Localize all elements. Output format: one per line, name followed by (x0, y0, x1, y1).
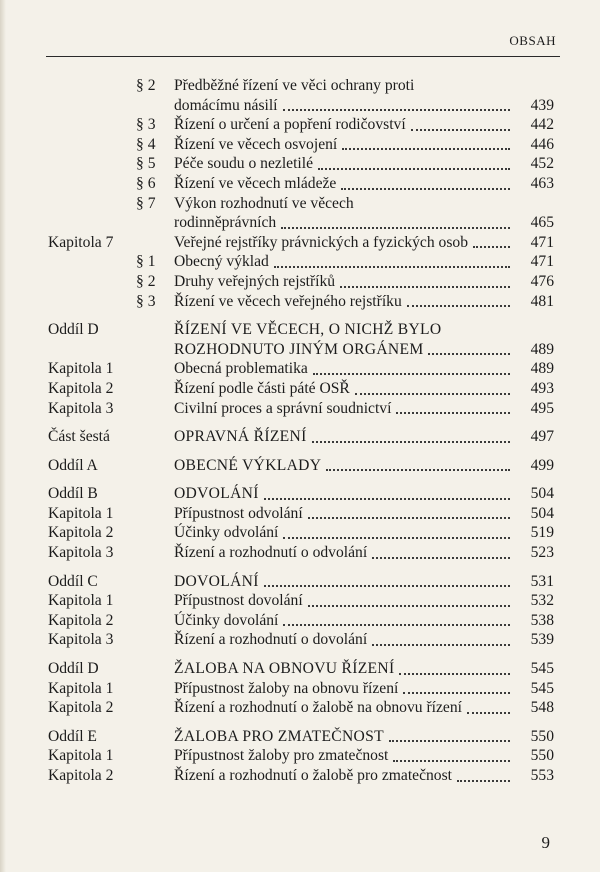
toc-entry (48, 272, 554, 292)
dot-leader (308, 517, 510, 519)
page-edge-shadow (0, 0, 6, 872)
dot-leader (281, 227, 510, 229)
toc-entry (48, 320, 554, 340)
toc-entry-title: Řízení a rozhodnutí o dovolání (174, 631, 368, 649)
toc-page-number: 550 (530, 727, 554, 745)
toc-page-number: 550 (530, 747, 554, 765)
toc-entry (48, 399, 554, 419)
toc-page-number: 553 (530, 767, 554, 784)
toc-division-label: Kapitola 2 (48, 699, 114, 717)
toc-page-number: 548 (530, 699, 554, 717)
dot-leader (457, 780, 510, 782)
toc-entry (48, 543, 554, 563)
toc-entry (48, 659, 554, 679)
toc-page-number: 545 (530, 660, 554, 678)
dot-leader (407, 305, 510, 307)
toc-entry-title: ŽALOBA PRO ZMATEČNOST (174, 727, 384, 745)
toc-page-number: 497 (530, 428, 554, 446)
toc-division-label: Kapitola 1 (48, 679, 114, 697)
dot-leader (264, 498, 510, 500)
toc-entry (48, 174, 554, 194)
dot-leader (313, 373, 510, 375)
toc-entry (48, 456, 554, 476)
toc-entry-title: rodinněprávních (174, 214, 277, 232)
dot-leader (355, 393, 510, 395)
toc-page-number: 539 (530, 631, 554, 649)
dot-leader (393, 760, 510, 762)
dot-leader (318, 168, 510, 170)
toc-entry-title: OBECNÉ VÝKLADY (174, 456, 322, 474)
toc-division-label: Oddíl D (48, 321, 99, 339)
toc-page-number: 446 (530, 135, 554, 153)
toc-entry (48, 213, 554, 233)
toc-page-number: 463 (530, 174, 554, 192)
toc-page-number: 523 (530, 544, 554, 562)
toc-entry (48, 698, 554, 718)
toc-division-label: Kapitola 2 (48, 524, 114, 542)
toc-division-label: Kapitola 2 (48, 379, 114, 397)
toc-entry-title: Řízení ve věcech mládeže (174, 174, 337, 192)
toc-entry-title: Přípustnost odvolání (174, 504, 303, 522)
dot-leader (283, 537, 510, 539)
toc-page-number: 499 (530, 456, 554, 474)
toc-page-number: 531 (530, 572, 554, 590)
dot-leader (389, 740, 510, 742)
dot-leader (312, 441, 510, 443)
toc-section-number: § 6 (136, 174, 156, 192)
toc-entry-title: ROZHODNUTO JINÝM ORGÁNEM (174, 340, 424, 358)
toc-entry-title: Řízení a rozhodnutí o žalobě pro zmatečnost (174, 767, 452, 784)
toc-entry (48, 630, 554, 650)
toc-entry-title: Přípustnost žaloby pro zmatečnost (174, 747, 389, 765)
toc-page-number: 489 (530, 340, 554, 358)
toc-entry (48, 154, 554, 174)
dot-leader (283, 109, 510, 111)
toc-division-label: Kapitola 1 (48, 747, 114, 765)
dot-leader (396, 412, 510, 414)
toc-division-label: Oddíl C (48, 572, 98, 590)
toc-division-label: Oddíl E (48, 727, 97, 745)
toc-page-number: 442 (530, 116, 554, 134)
toc-division-label: Kapitola 2 (48, 767, 114, 784)
toc-entry-title: Přípustnost žaloby na obnovu řízení (174, 679, 399, 697)
toc-entry (48, 591, 554, 611)
toc-entry-title: Civilní proces a správní soudnictví (174, 399, 392, 417)
running-head: OBSAH (509, 33, 556, 48)
toc-entry (48, 96, 554, 116)
dot-leader (467, 712, 510, 714)
toc-entry-title: Řízení o určení a popření rodičovství (174, 116, 406, 134)
toc-entry (48, 484, 554, 504)
toc-division-label: Kapitola 2 (48, 611, 114, 629)
toc-entry (48, 359, 554, 379)
toc-entry (48, 523, 554, 543)
toc-page-number: 489 (530, 360, 554, 378)
page-number: 9 (541, 833, 550, 852)
toc-section-number: § 2 (136, 272, 156, 290)
toc-entry-title: Řízení podle části páté OSŘ (174, 379, 350, 397)
toc-entry (48, 727, 554, 747)
toc-entry (48, 766, 554, 786)
toc-entry (48, 679, 554, 699)
toc-entry (48, 611, 554, 631)
toc-section-number: § 5 (136, 155, 156, 173)
toc-entry (48, 252, 554, 272)
toc-entry-title: Předběžné řízení ve věci ochrany proti (174, 77, 415, 94)
dot-leader (308, 605, 510, 607)
toc-division-label: Oddíl D (48, 660, 99, 678)
toc-section-number: § 2 (136, 77, 156, 94)
dot-leader (473, 246, 510, 248)
dot-leader (283, 624, 510, 626)
toc-entry (48, 504, 554, 524)
toc-page-number: 504 (530, 504, 554, 522)
toc-section-number: § 1 (136, 253, 156, 271)
dot-leader (399, 673, 510, 675)
toc-page-number: 538 (530, 611, 554, 629)
toc-entry-title: Řízení ve věcech veřejného rejstříku (174, 292, 402, 310)
toc-entry (48, 194, 554, 214)
toc-entry (48, 76, 554, 96)
dot-leader (372, 557, 510, 559)
toc-section-number: § 7 (136, 194, 156, 212)
dot-leader (411, 129, 510, 131)
toc-entry-title: OPRAVNÁ ŘÍZENÍ (174, 428, 307, 446)
toc-division-label: Kapitola 3 (48, 399, 114, 417)
toc-page-number: 471 (530, 233, 554, 251)
toc-entry-title: Řízení ve věcech osvojení (174, 135, 338, 153)
toc-division-label: Kapitola 1 (48, 360, 114, 378)
dot-leader (428, 353, 510, 355)
toc-entry-title: Účinky dovolání (174, 611, 279, 629)
toc-entry-title: ODVOLÁNÍ (174, 485, 259, 503)
dot-leader (340, 286, 510, 288)
toc-division-label: Kapitola 3 (48, 544, 114, 562)
dot-leader (341, 188, 510, 190)
toc-entry-title: Přípustnost dovolání (174, 592, 303, 610)
toc-entry (48, 292, 554, 312)
toc-entry-title: Účinky odvolání (174, 524, 279, 542)
dot-leader (264, 585, 510, 587)
toc-page-number: 476 (530, 272, 554, 290)
toc-page-number: 493 (530, 379, 554, 397)
toc-entry-title: domácímu násilí (174, 96, 278, 114)
toc-section-number: § 4 (136, 135, 156, 153)
header-rule (46, 56, 560, 57)
toc-entry (48, 427, 554, 447)
toc-entry-title: Řízení a rozhodnutí o odvolání (174, 544, 368, 562)
toc-entry (48, 135, 554, 155)
toc-entry-title: Obecný výklad (174, 253, 269, 271)
toc-division-label: Oddíl A (48, 456, 98, 474)
toc-section-number: § 3 (136, 292, 156, 310)
toc-entry-title: Péče soudu o nezletilé (174, 155, 313, 173)
toc-entry (48, 340, 554, 360)
toc-entry (48, 233, 554, 253)
toc-entry-title: Druhy veřejných rejstříků (174, 272, 336, 290)
toc-entry (48, 746, 554, 766)
dot-leader (326, 469, 510, 471)
toc-division-label: Kapitola 1 (48, 504, 114, 522)
toc-entry-title: ŘÍZENÍ VE VĚCECH, O NICHŽ BYLO (174, 321, 442, 339)
toc-page-number: 452 (530, 155, 554, 173)
toc-page-number: 504 (530, 485, 554, 503)
toc-page-number: 545 (530, 679, 554, 697)
toc-division-label: Část šestá (48, 428, 110, 446)
toc-entry-title: Výkon rozhodnutí ve věcech (174, 194, 354, 212)
toc-page-number: 519 (530, 524, 554, 542)
toc-section-number: § 3 (136, 116, 156, 134)
dot-leader (342, 148, 510, 150)
toc-page-number: 532 (530, 592, 554, 610)
dot-leader (274, 266, 510, 268)
toc-page-number: 481 (530, 292, 554, 310)
toc-page-number: 471 (530, 253, 554, 271)
toc-entry (48, 115, 554, 135)
toc-entry-title: DOVOLÁNÍ (174, 572, 259, 590)
toc-page-number: 439 (530, 96, 554, 114)
toc-entry-title: ŽALOBA NA OBNOVU ŘÍZENÍ (174, 660, 395, 678)
toc-entry-title: Obecná problematika (174, 360, 308, 378)
table-of-contents (48, 76, 554, 786)
toc-division-label: Kapitola 7 (48, 233, 114, 251)
dot-leader (403, 692, 510, 694)
toc-page-number: 465 (530, 214, 554, 232)
toc-division-label: Kapitola 3 (48, 631, 114, 649)
toc-division-label: Kapitola 1 (48, 592, 114, 610)
toc-entry-title: Veřejné rejstříky právnických a fyzických osob (174, 233, 469, 251)
toc-entry-title: Řízení a rozhodnutí o žalobě na obnovu řízení (174, 699, 462, 717)
dot-leader (372, 644, 510, 646)
toc-entry (48, 572, 554, 592)
toc-entry (48, 379, 554, 399)
toc-division-label: Oddíl B (48, 485, 98, 503)
toc-page-number: 495 (530, 399, 554, 417)
